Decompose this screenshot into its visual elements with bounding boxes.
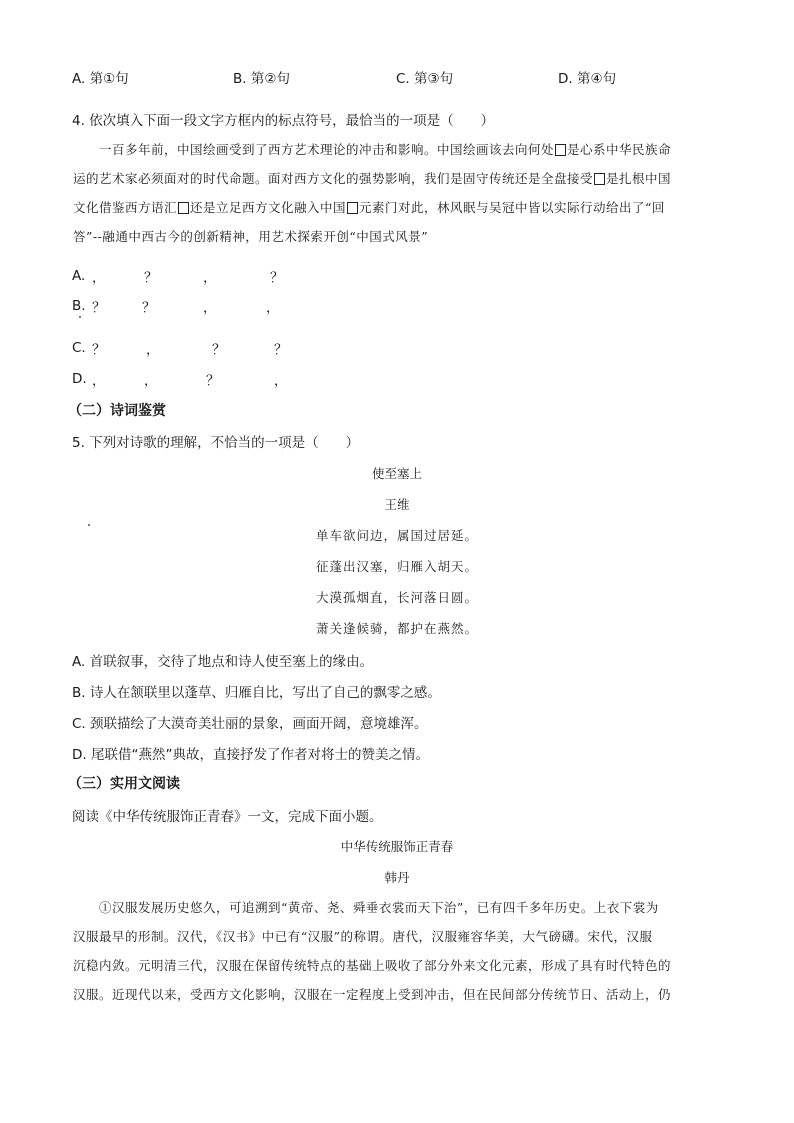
q3-option-b: B. 第②句 bbox=[233, 71, 290, 87]
article-line-4: 汉服。近现代以来，受西方文化影响，汉服在一定程度上受到冲击，但在民间部分传统节日、活动上，仍 bbox=[73, 987, 672, 1002]
article-body bbox=[73, 893, 721, 1009]
q5-option-c: C. 颈联描绘了大漠奇美壮丽的景象，画面开阔，意境雄浑。 bbox=[72, 716, 428, 732]
q4-option-a: A. ， ？ ， ？ bbox=[72, 268, 284, 286]
article-author: 韩丹 bbox=[384, 870, 410, 885]
article-title: 中华传统服饰正青春 bbox=[340, 839, 454, 854]
q4-passage-line-1: 一百多年前，中国绘画受到了西方艺术理论的冲击和影响。中国绘画该去向何处 是心系中华民族命 bbox=[99, 142, 672, 157]
poem-line-3: 大漠孤烟直，长河落日圆。 bbox=[315, 590, 478, 605]
poem-line-1: 单车欲问边，属国过居延。 bbox=[315, 528, 478, 543]
q3-option-a: A. 第①句 bbox=[72, 71, 129, 87]
article-line-2: 汉服最早的形制。汉代，《汉书》中已有“汉服”的称谓。唐代，汉服雍容华美，大气磅礴。宋代，汉服 bbox=[73, 929, 653, 944]
poem-line-2: 征蓬出汉塞，归雁入胡天。 bbox=[315, 559, 478, 574]
q4-option-c: C. ？ ， ？ ？ bbox=[72, 340, 288, 358]
section-heading-poetry: （二）诗词鉴赏 bbox=[68, 403, 166, 419]
article-line-1: ①汉服发展历史悠久，可追溯到“黄帝、尧、舜垂衣裳而天下治”，已有四千多年历史。上衣下裳为 bbox=[99, 900, 659, 915]
stray-dot bbox=[79, 316, 81, 318]
q5-option-b: B. 诗人在颔联里以蓬草、归雁自比，写出了自己的飘零之感。 bbox=[72, 685, 441, 701]
reading-instruction: 阅读《中华传统服饰正青春》一文，完成下面小题。 bbox=[72, 809, 383, 825]
article-line-3: 沉稳内敛。元明清三代，汉服在保留传统特点的基础上吸收了部分外来文化元素，形成了具有时代特色的 bbox=[73, 958, 672, 973]
blank-box-1 bbox=[555, 144, 566, 156]
q3-option-c: C. 第③句 bbox=[396, 71, 454, 87]
q5-stem: 5. 下列对诗歌的理解，不恰当的一项是（ ） bbox=[72, 435, 360, 451]
blank-box-4 bbox=[347, 202, 358, 214]
poem-line-4: 萧关逢候骑，都护在燕然。 bbox=[315, 621, 478, 636]
q4-stem: 4. 依次填入下面一段文字方框内的标点符号，最恰当的一项是（ ） bbox=[72, 113, 495, 129]
q4-option-d: D. ， ， ？ ， bbox=[72, 371, 288, 389]
stray-dot bbox=[88, 524, 90, 526]
q4-option-b: B. ？ ？ ， ， bbox=[72, 298, 280, 316]
blank-box-3 bbox=[178, 202, 189, 214]
blank-box-2 bbox=[594, 173, 605, 185]
q4-passage-line-4: 答”--融通中西古今的创新精神，用艺术探索开创“中国式风景” bbox=[73, 229, 429, 244]
q5-option-a: A. 首联叙事，交待了地点和诗人使至塞上的缘由。 bbox=[72, 654, 374, 670]
q4-passage bbox=[73, 135, 721, 251]
q4-passage-line-3: 文化借鉴西方语汇 还是立足西方文化融入中国 元素门对此，林风眠与吴冠中皆以实际行动给出了“回 bbox=[73, 200, 665, 215]
q3-option-d: D. 第④句 bbox=[558, 71, 617, 87]
poem-title: 使至塞上 bbox=[371, 466, 422, 481]
q4-passage-line-2: 运的艺术家必须面对的时代命题。面对西方文化的强势影响，我们是固守传统还是全盘接受 是扎根中国 bbox=[73, 171, 672, 186]
poem-author: 王维 bbox=[384, 497, 410, 512]
section-heading-practical: （三）实用文阅读 bbox=[68, 776, 180, 792]
q5-option-d: D. 尾联借“燕然”典故，直接抒发了作者对将士的赞美之情。 bbox=[72, 747, 429, 763]
